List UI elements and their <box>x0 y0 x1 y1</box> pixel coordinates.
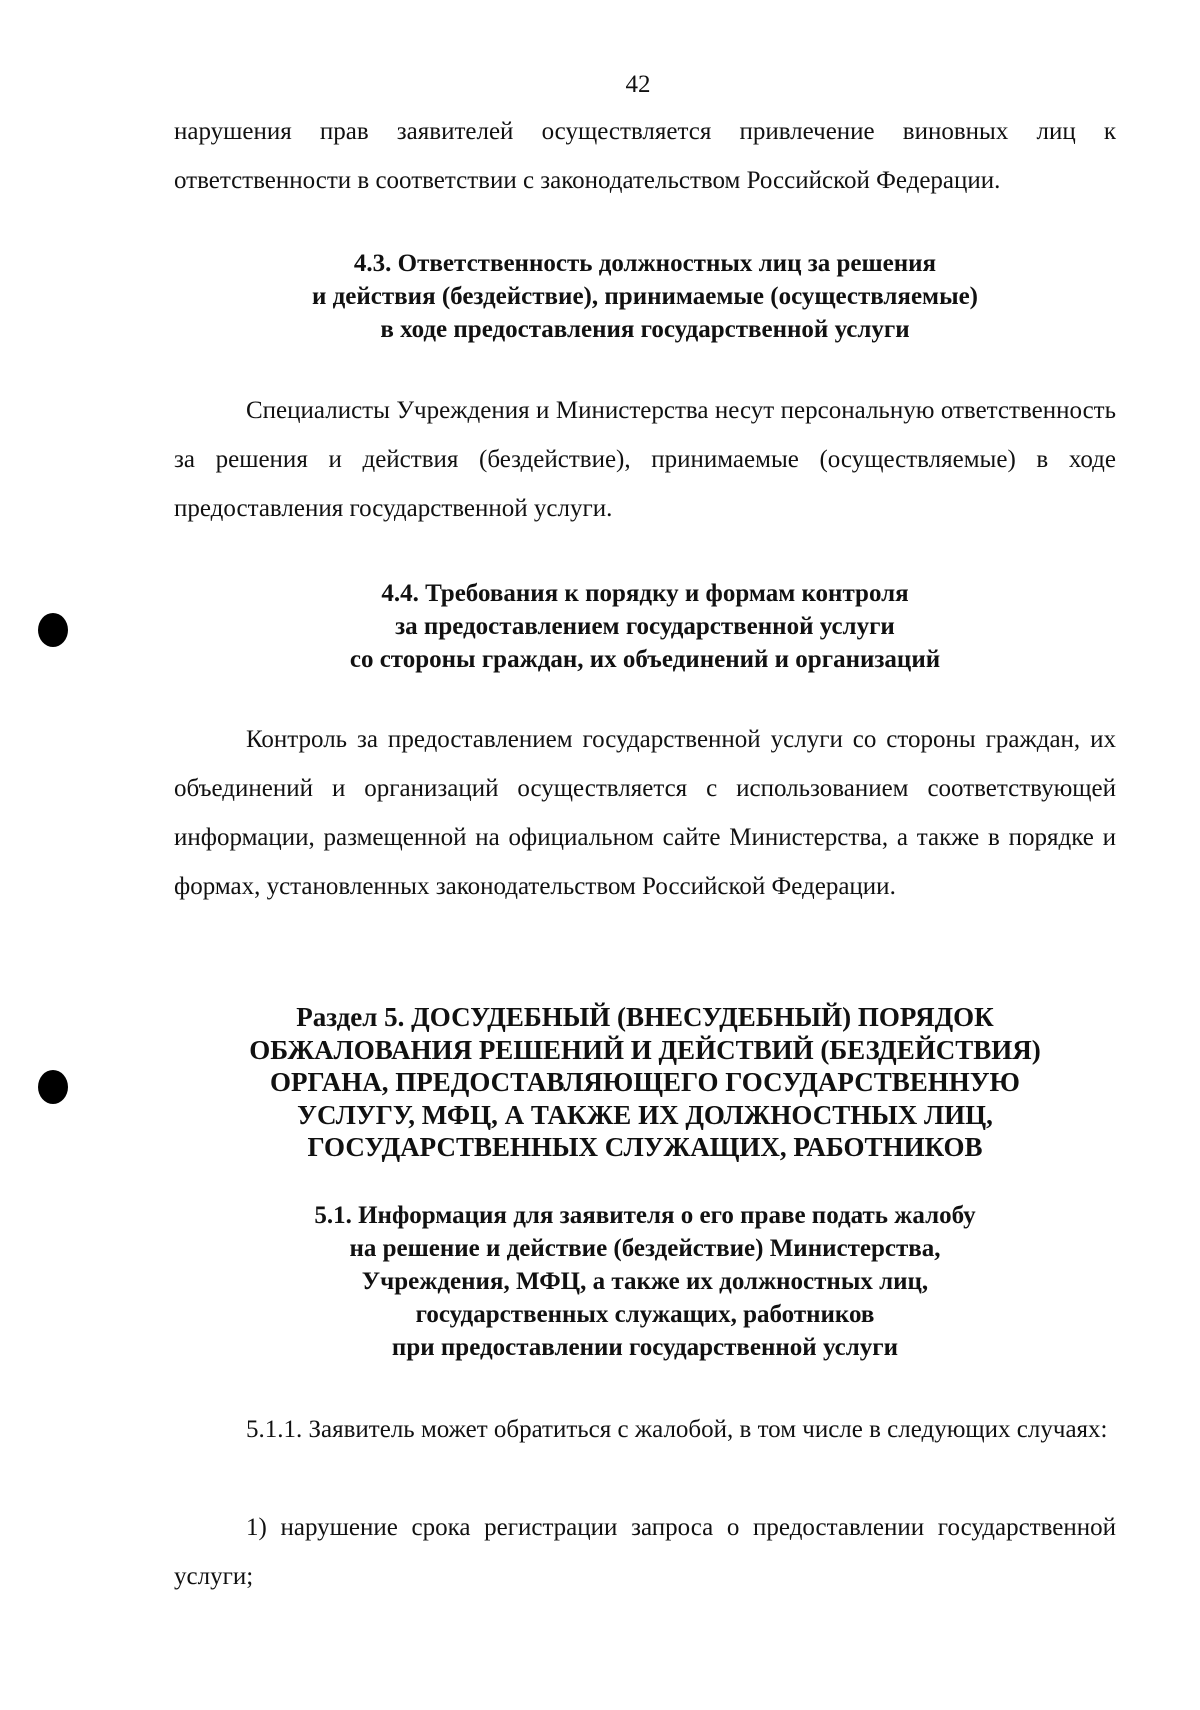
heading-line: 4.3. Ответственность должностных лиц за решения <box>353 250 937 277</box>
paragraph-citizen-control <box>174 715 1116 911</box>
heading-line: со стороны граждан, их объединений и организаций <box>349 646 941 673</box>
heading-line: при предоставлении государственной услуги <box>391 1334 899 1361</box>
section-heading-5-1 <box>174 1199 1116 1364</box>
heading-line: ГОСУДАРСТВЕННЫХ СЛУЖАЩИХ, РАБОТНИКОВ <box>307 1132 983 1162</box>
heading-line: УСЛУГУ, МФЦ, А ТАКЖЕ ИХ ДОЛЖНОСТНЫХ ЛИЦ, <box>297 1099 993 1130</box>
section-heading-4-3 <box>174 247 1116 346</box>
heading-line: на решение и действие (бездействие) Министерства, <box>349 1235 941 1262</box>
paragraph-text: 1) нарушение срока регистрации запроса о предоставлении государственной услуги; <box>174 1514 1116 1590</box>
heading-line: в ходе предоставления государственной услуги <box>380 316 910 343</box>
heading-line: ОБЖАЛОВАНИЯ РЕШЕНИЙ И ДЕЙСТВИЙ (БЕЗДЕЙСТВИЯ) <box>249 1034 1041 1065</box>
punch-hole-mark <box>38 613 68 647</box>
section-5-heading <box>174 1001 1116 1164</box>
paragraph-complaint-cases <box>174 1405 1116 1454</box>
heading-line: за предоставлением государственной услуги <box>395 613 895 640</box>
heading-line: Раздел 5. ДОСУДЕБНЫЙ (ВНЕСУДЕБНЫЙ) ПОРЯДОК <box>296 1002 994 1032</box>
punch-hole-mark <box>38 1070 68 1104</box>
list-item-1 <box>174 1503 1116 1601</box>
paragraph-text: Контроль за предоставлением государственной услуги со стороны граждан, их объединений и организаций осуществляется с использованием соответствующей информации, размещенной на официальном сайте Министерства, а также в порядке и формах, установленных законодательством Российской Федерации. <box>174 726 1116 900</box>
paragraph-text: Специалисты Учреждения и Министерства несут персональную ответственность за решения и действия (бездействие), принимаемые (осуществляемые) в ходе предоставления государственной услуги. <box>174 397 1116 522</box>
heading-line: и действия (бездействие), принимаемые (осуществляемые) <box>311 283 979 310</box>
paragraph-text: 5.1.1. Заявитель может обратиться с жалобой, в том числе в следующих случаях: <box>246 1416 1108 1443</box>
section-heading-4-4 <box>174 577 1116 676</box>
heading-line: 4.4. Требования к порядку и формам контроля <box>381 580 909 607</box>
heading-line: Учреждения, МФЦ, а также их должностных лиц, <box>361 1268 929 1295</box>
heading-line: ОРГАНА, ПРЕДОСТАВЛЯЮЩЕГО ГОСУДАРСТВЕННУЮ <box>270 1067 1020 1097</box>
paragraph-text: нарушения прав заявителей осуществляется привлечение виновных лиц к ответственности в соответствии с законодательством Российской Федерации. <box>174 118 1116 194</box>
heading-line: 5.1. Информация для заявителя о его праве подать жалобу <box>314 1202 976 1229</box>
paragraph-personal-responsibility <box>174 386 1116 533</box>
page-number: 42 <box>625 71 651 98</box>
heading-line: государственных служащих, работников <box>415 1301 875 1328</box>
paragraph-violation-liability <box>174 107 1116 205</box>
